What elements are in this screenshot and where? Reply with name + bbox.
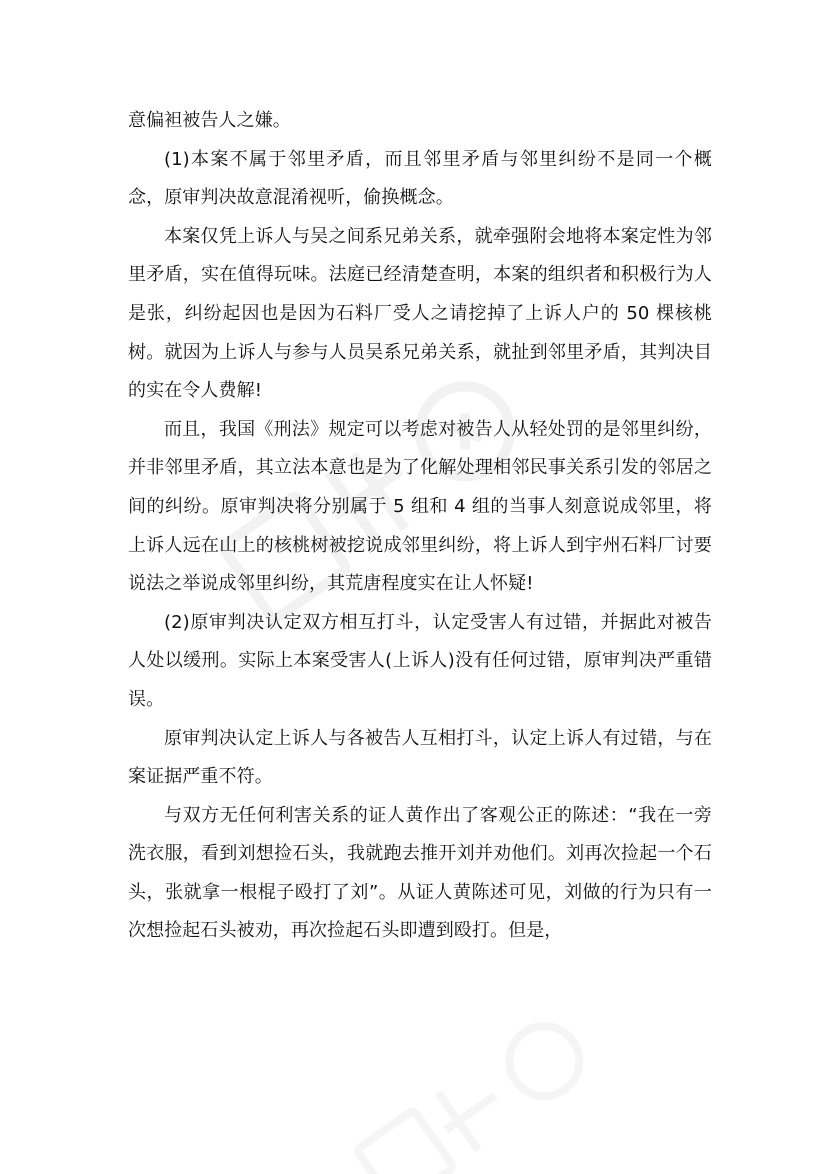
paragraph-2: (1)本案不属于邻里矛盾，而且邻里矛盾与邻里纠纷不是同一个概念，原审判决故意混淆视听，偷换概念。 (128, 148, 712, 209)
paragraph-7: 与双方无任何利害关系的证人黄作出了客观公正的陈述：“我在一旁洗衣服，看到刘想捡石头，我就跑去推开刘并劝他们。刘再次捡起一个石头，张就拿一根棍子殴打了刘”。从证人黄陈述可见，刘做的行为只有一次想捡起石头被劝，再次捡起石头即遭到殴打。但是， (128, 804, 712, 942)
watermark-graphic-bottom (320, 1010, 640, 1174)
paragraph-1: 意偏袒被告人之嫌。 (128, 110, 291, 131)
paragraph-6: 原审判决认定上诉人与各被告人互相打斗，认定上诉人有过错，与在案证据严重不符。 (128, 727, 712, 788)
paragraph-5: (2)原审判决认定双方相互打斗，认定受害人有过错，并据此对被告人处以缓刑。实际上本案受害人(上诉人)没有任何过错，原审判决严重错误。 (128, 611, 712, 710)
paragraph-4: 而且，我国《刑法》规定可以考虑对被告人从轻处罚的是邻里纠纷，并非邻里矛盾，其立法本意也是为了化解处理相邻民事关系引发的邻居之间的纠纷。原审判决将分别属于 5 组和 4 组的当事人刻意说成邻里，将上诉人远在山上的核桃树被挖说成邻里纠纷，将上诉人到宇州石料厂讨要说法之举说成邻里纠纷，其荒唐程度实在让人怀疑! (128, 418, 712, 595)
paragraph-3: 本案仅凭上诉人与吴之间系兄弟关系，就牵强附会地将本案定性为邻里矛盾，实在值得玩味。法庭已经清楚查明，本案的组织者和积极行为人是张，纠纷起因也是因为石料厂受人之请挖掉了上诉人户的 50 棵核桃树。就因为上诉人与参与人员吴系兄弟关系，就扯到邻里矛盾，其判决目的实在令人费解! (128, 225, 712, 402)
document-body (128, 102, 712, 951)
